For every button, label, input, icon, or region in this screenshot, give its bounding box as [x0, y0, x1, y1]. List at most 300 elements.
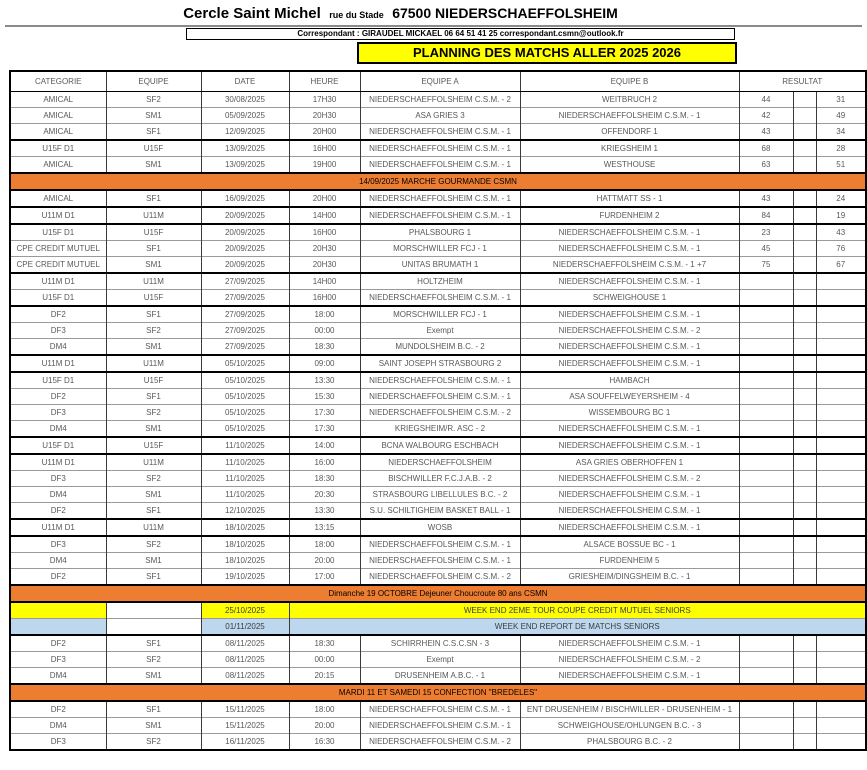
cell-resultat-separator: [793, 718, 816, 734]
cell-categorie: DF3: [10, 536, 106, 553]
cell-heure: 13:30: [289, 503, 360, 520]
cell-categorie: DM4: [10, 553, 106, 569]
cell-resultat-a: 63: [739, 157, 793, 174]
cell-equipe-b: NIEDERSCHAEFFOLSHEIM C.S.M. - 1: [520, 108, 739, 124]
match-row: [10, 487, 866, 503]
cell-equipe-a: NIEDERSCHAEFFOLSHEIM C.S.M. - 2: [360, 405, 520, 421]
cell-resultat-a: [739, 290, 793, 307]
cell-resultat-a: [739, 471, 793, 487]
match-row: [10, 241, 866, 257]
cell-heure: 20H30: [289, 257, 360, 274]
cell-resultat-a: [739, 536, 793, 553]
cell-equipe-b: NIEDERSCHAEFFOLSHEIM C.S.M. - 1: [520, 241, 739, 257]
cell-heure: 00:00: [289, 652, 360, 668]
cell-date: 08/11/2025: [201, 652, 289, 668]
cell-resultat-b: 24: [816, 190, 866, 207]
cell-resultat-b: 28: [816, 140, 866, 157]
cell-resultat-separator: [793, 454, 816, 471]
cell-equipe: U11M: [106, 273, 201, 290]
cell-resultat-b: [816, 437, 866, 454]
cell-date: 05/10/2025: [201, 389, 289, 405]
cell-date: 01/11/2025: [201, 619, 289, 636]
cell-heure: 20:30: [289, 487, 360, 503]
cell-equipe-a: MUNDOLSHEIM B.C. - 2: [360, 339, 520, 356]
cell-equipe-a: NIEDERSCHAEFFOLSHEIM C.S.M. - 2: [360, 92, 520, 108]
cell-resultat-a: [739, 323, 793, 339]
note-row-blue: [10, 619, 866, 636]
cell-equipe: SM1: [106, 718, 201, 734]
cell-equipe: SM1: [106, 421, 201, 438]
cell-date: 27/09/2025: [201, 273, 289, 290]
cell-equipe-a: UNITAS BRUMATH 1: [360, 257, 520, 274]
cell-categorie: [10, 619, 106, 636]
cell-resultat-b: 76: [816, 241, 866, 257]
cell-resultat-b: [816, 718, 866, 734]
cell-date: 11/10/2025: [201, 471, 289, 487]
cell-categorie: DF2: [10, 635, 106, 652]
match-row: [10, 503, 866, 520]
cell-categorie: DM4: [10, 339, 106, 356]
match-row: [10, 92, 866, 108]
cell-equipe: SF2: [106, 536, 201, 553]
cell-categorie: DF2: [10, 306, 106, 323]
cell-categorie: DF3: [10, 734, 106, 751]
cell-resultat-a: [739, 421, 793, 438]
cell-heure: 18:00: [289, 306, 360, 323]
match-row: [10, 257, 866, 274]
cell-equipe: U15F: [106, 224, 201, 241]
cell-equipe: SF1: [106, 241, 201, 257]
cell-resultat-separator: [793, 503, 816, 520]
cell-equipe-b: ASA GRIES OBERHOFFEN 1: [520, 454, 739, 471]
column-header-date: DATE: [201, 71, 289, 92]
cell-heure: 18:30: [289, 339, 360, 356]
match-row: [10, 124, 866, 141]
cell-resultat-a: [739, 635, 793, 652]
cell-equipe-b: SCHWEIGHOUSE/OHLUNGEN B.C. - 3: [520, 718, 739, 734]
cell-resultat-separator: [793, 306, 816, 323]
cell-categorie: AMICAL: [10, 108, 106, 124]
cell-date: 20/09/2025: [201, 207, 289, 224]
cell-resultat-b: [816, 635, 866, 652]
cell-resultat-separator: [793, 701, 816, 718]
cell-equipe: SM1: [106, 257, 201, 274]
cell-resultat-separator: [793, 668, 816, 685]
banner-label: MARDI 11 ET SAMEDI 15 CONFECTION "BREDELES": [10, 684, 866, 701]
cell-resultat-separator: [793, 190, 816, 207]
cell-equipe-b: HATTMATT SS - 1: [520, 190, 739, 207]
cell-equipe-b: WISSEMBOURG BC 1: [520, 405, 739, 421]
match-row: [10, 306, 866, 323]
club-city: 67500 NIEDERSCHAEFFOLSHEIM: [392, 5, 618, 21]
cell-resultat-a: [739, 355, 793, 372]
cell-resultat-a: 44: [739, 92, 793, 108]
match-row: [10, 355, 866, 372]
cell-resultat-b: [816, 553, 866, 569]
cell-equipe-a: BCNA WALBOURG ESCHBACH: [360, 437, 520, 454]
cell-date: 13/09/2025: [201, 140, 289, 157]
cell-equipe-b: ASA SOUFFELWEYERSHEIM - 4: [520, 389, 739, 405]
cell-equipe-a: Exempt: [360, 652, 520, 668]
cell-equipe-b: GRIESHEIM/DINGSHEIM B.C. - 1: [520, 569, 739, 586]
cell-equipe-a: NIEDERSCHAEFFOLSHEIM C.S.M. - 2: [360, 734, 520, 751]
cell-equipe-a: NIEDERSCHAEFFOLSHEIM: [360, 454, 520, 471]
cell-resultat-b: [816, 323, 866, 339]
match-row: [10, 339, 866, 356]
cell-categorie: [10, 602, 106, 619]
cell-resultat-b: [816, 339, 866, 356]
planning-table: [9, 70, 867, 751]
cell-equipe-b: WESTHOUSE: [520, 157, 739, 174]
cell-equipe: SF1: [106, 306, 201, 323]
cell-resultat-separator: [793, 108, 816, 124]
cell-heure: 16:00: [289, 454, 360, 471]
cell-resultat-b: [816, 536, 866, 553]
cell-heure: 17:30: [289, 421, 360, 438]
cell-equipe-a: NIEDERSCHAEFFOLSHEIM C.S.M. - 1: [360, 701, 520, 718]
cell-equipe-a: NIEDERSCHAEFFOLSHEIM C.S.M. - 1: [360, 536, 520, 553]
cell-resultat-b: [816, 569, 866, 586]
cell-date: 15/11/2025: [201, 701, 289, 718]
cell-equipe-b: HAMBACH: [520, 372, 739, 389]
cell-heure: 15:30: [289, 389, 360, 405]
cell-equipe-a: NIEDERSCHAEFFOLSHEIM C.S.M. - 1: [360, 190, 520, 207]
cell-equipe: U11M: [106, 207, 201, 224]
cell-resultat-b: [816, 487, 866, 503]
cell-heure: 17H30: [289, 92, 360, 108]
cell-heure: 16:30: [289, 734, 360, 751]
cell-equipe: SM1: [106, 553, 201, 569]
cell-resultat-a: 42: [739, 108, 793, 124]
cell-equipe-b: KRIEGSHEIM 1: [520, 140, 739, 157]
match-row: [10, 389, 866, 405]
cell-equipe: [106, 619, 201, 636]
cell-equipe-a: NIEDERSCHAEFFOLSHEIM C.S.M. - 1: [360, 140, 520, 157]
cell-resultat-separator: [793, 519, 816, 536]
cell-date: 11/10/2025: [201, 437, 289, 454]
cell-categorie: U15F D1: [10, 437, 106, 454]
cell-resultat-b: [816, 734, 866, 751]
cell-categorie: DF2: [10, 389, 106, 405]
cell-equipe: SF1: [106, 389, 201, 405]
cell-resultat-separator: [793, 569, 816, 586]
match-row: [10, 437, 866, 454]
cell-resultat-b: 31: [816, 92, 866, 108]
event-banner-row: [10, 585, 866, 602]
match-row: [10, 569, 866, 586]
cell-categorie: DF2: [10, 569, 106, 586]
cell-date: 19/10/2025: [201, 569, 289, 586]
cell-equipe: SF2: [106, 405, 201, 421]
cell-heure: 16H00: [289, 224, 360, 241]
banner-label: Dimanche 19 OCTOBRE Dejeuner Choucroute 80 ans CSMN: [10, 585, 866, 602]
cell-resultat-separator: [793, 207, 816, 224]
cell-equipe-a: PHALSBOURG 1: [360, 224, 520, 241]
cell-equipe-a: NIEDERSCHAEFFOLSHEIM C.S.M. - 1: [360, 157, 520, 174]
cell-heure: 20H30: [289, 108, 360, 124]
cell-resultat-separator: [793, 536, 816, 553]
cell-resultat-a: [739, 487, 793, 503]
cell-resultat-b: [816, 503, 866, 520]
cell-equipe-b: PHALSBOURG B.C. - 2: [520, 734, 739, 751]
cell-resultat-a: [739, 519, 793, 536]
note-label: WEEK END REPORT DE MATCHS SENIORS: [289, 619, 866, 636]
cell-resultat-b: 67: [816, 257, 866, 274]
cell-resultat-separator: [793, 157, 816, 174]
cell-resultat-separator: [793, 734, 816, 751]
cell-heure: 20:00: [289, 553, 360, 569]
cell-resultat-separator: [793, 241, 816, 257]
cell-equipe-b: ALSACE BOSSUE BC - 1: [520, 536, 739, 553]
cell-equipe: SF2: [106, 734, 201, 751]
cell-date: 11/10/2025: [201, 487, 289, 503]
match-row: [10, 652, 866, 668]
cell-equipe-b: NIEDERSCHAEFFOLSHEIM C.S.M. - 2: [520, 323, 739, 339]
cell-date: 27/09/2025: [201, 339, 289, 356]
cell-date: 16/11/2025: [201, 734, 289, 751]
cell-equipe: U15F: [106, 437, 201, 454]
cell-heure: 14:00: [289, 437, 360, 454]
cell-equipe-b: NIEDERSCHAEFFOLSHEIM C.S.M. - 2: [520, 652, 739, 668]
cell-resultat-a: 84: [739, 207, 793, 224]
cell-equipe-a: NIEDERSCHAEFFOLSHEIM C.S.M. - 1: [360, 389, 520, 405]
cell-equipe-b: WEITBRUCH 2: [520, 92, 739, 108]
cell-date: 12/10/2025: [201, 503, 289, 520]
match-row: [10, 718, 866, 734]
cell-date: 20/09/2025: [201, 257, 289, 274]
cell-resultat-b: [816, 701, 866, 718]
match-row: [10, 734, 866, 751]
cell-date: 05/09/2025: [201, 108, 289, 124]
cell-equipe-b: NIEDERSCHAEFFOLSHEIM C.S.M. - 1: [520, 487, 739, 503]
note-label: WEEK END 2EME TOUR COUPE CREDIT MUTUEL SENIORS: [289, 602, 866, 619]
cell-equipe: U15F: [106, 140, 201, 157]
cell-equipe: SF2: [106, 92, 201, 108]
correspondant-line: Correspondant : GIRAUDEL MICKAEL 06 64 51 41 25 correspondant.csmn@outlook.fr: [186, 28, 735, 40]
cell-heure: 20H30: [289, 241, 360, 257]
cell-heure: 20H00: [289, 124, 360, 141]
banner-label: 14/09/2025 MARCHE GOURMANDE CSMN: [10, 173, 866, 190]
cell-equipe-b: NIEDERSCHAEFFOLSHEIM C.S.M. - 1: [520, 503, 739, 520]
cell-equipe: [106, 602, 201, 619]
note-row-yellow: [10, 602, 866, 619]
cell-equipe: SM1: [106, 487, 201, 503]
cell-heure: 14H00: [289, 273, 360, 290]
cell-resultat-separator: [793, 323, 816, 339]
cell-categorie: CPE CREDIT MUTUEL: [10, 257, 106, 274]
cell-date: 25/10/2025: [201, 602, 289, 619]
cell-date: 27/09/2025: [201, 323, 289, 339]
cell-categorie: CPE CREDIT MUTUEL: [10, 241, 106, 257]
cell-equipe-b: NIEDERSCHAEFFOLSHEIM C.S.M. - 1: [520, 339, 739, 356]
cell-equipe-b: NIEDERSCHAEFFOLSHEIM C.S.M. - 1: [520, 421, 739, 438]
cell-resultat-a: [739, 339, 793, 356]
cell-categorie: U11M D1: [10, 273, 106, 290]
cell-categorie: U15F D1: [10, 290, 106, 307]
cell-date: 05/10/2025: [201, 405, 289, 421]
cell-date: 16/09/2025: [201, 190, 289, 207]
cell-heure: 13:30: [289, 372, 360, 389]
cell-categorie: U15F D1: [10, 224, 106, 241]
cell-categorie: DM4: [10, 487, 106, 503]
document-header: [0, 0, 801, 23]
column-header-resultat: RESULTAT: [739, 71, 866, 92]
cell-equipe-b: NIEDERSCHAEFFOLSHEIM C.S.M. - 1: [520, 355, 739, 372]
match-row: [10, 668, 866, 685]
cell-equipe-a: MORSCHWILLER FCJ - 1: [360, 241, 520, 257]
cell-resultat-separator: [793, 405, 816, 421]
cell-equipe: U11M: [106, 454, 201, 471]
match-row: [10, 635, 866, 652]
cell-equipe-a: ASA GRIES 3: [360, 108, 520, 124]
cell-equipe-b: FURDENHEIM 2: [520, 207, 739, 224]
cell-categorie: AMICAL: [10, 124, 106, 141]
cell-resultat-b: 43: [816, 224, 866, 241]
cell-resultat-b: [816, 668, 866, 685]
cell-categorie: AMICAL: [10, 157, 106, 174]
cell-categorie: U11M D1: [10, 519, 106, 536]
column-header-heure: HEURE: [289, 71, 360, 92]
cell-heure: 17:00: [289, 569, 360, 586]
cell-date: 13/09/2025: [201, 157, 289, 174]
event-banner-row: [10, 173, 866, 190]
match-row: [10, 701, 866, 718]
cell-categorie: DM4: [10, 421, 106, 438]
cell-equipe-b: NIEDERSCHAEFFOLSHEIM C.S.M. - 1 +7: [520, 257, 739, 274]
cell-equipe: SF1: [106, 124, 201, 141]
cell-equipe-b: SCHWEIGHOUSE 1: [520, 290, 739, 307]
match-row: [10, 519, 866, 536]
page-title: PLANNING DES MATCHS ALLER 2025 2026: [357, 42, 737, 64]
cell-resultat-separator: [793, 389, 816, 405]
cell-date: 18/10/2025: [201, 536, 289, 553]
cell-resultat-b: [816, 273, 866, 290]
match-row: [10, 224, 866, 241]
cell-resultat-b: [816, 405, 866, 421]
match-row: [10, 553, 866, 569]
cell-resultat-a: [739, 734, 793, 751]
cell-resultat-b: 51: [816, 157, 866, 174]
cell-date: 18/10/2025: [201, 519, 289, 536]
cell-date: 30/08/2025: [201, 92, 289, 108]
cell-equipe-a: KRIEGSHEIM/R. ASC - 2: [360, 421, 520, 438]
cell-categorie: AMICAL: [10, 190, 106, 207]
cell-equipe: SF1: [106, 635, 201, 652]
cell-date: 05/10/2025: [201, 421, 289, 438]
cell-resultat-a: 45: [739, 241, 793, 257]
cell-date: 20/09/2025: [201, 241, 289, 257]
cell-resultat-b: [816, 389, 866, 405]
cell-heure: 16H00: [289, 140, 360, 157]
club-street: rue du Stade: [329, 10, 384, 20]
column-header-categorie: CATEGORIE: [10, 71, 106, 92]
cell-resultat-a: 43: [739, 124, 793, 141]
cell-categorie: DF3: [10, 471, 106, 487]
cell-equipe-a: S.U. SCHILTIGHEIM BASKET BALL - 1: [360, 503, 520, 520]
cell-equipe-b: ENT DRUSENHEIM / BISCHWILLER - DRUSENHEIM - 1: [520, 701, 739, 718]
column-header-equipe: EQUIPE: [106, 71, 201, 92]
cell-heure: 16H00: [289, 290, 360, 307]
cell-date: 08/11/2025: [201, 668, 289, 685]
cell-equipe-a: NIEDERSCHAEFFOLSHEIM C.S.M. - 1: [360, 718, 520, 734]
cell-resultat-separator: [793, 92, 816, 108]
cell-resultat-a: 43: [739, 190, 793, 207]
cell-heure: 19H00: [289, 157, 360, 174]
cell-heure: 18:30: [289, 635, 360, 652]
match-row: [10, 372, 866, 389]
cell-date: 08/11/2025: [201, 635, 289, 652]
cell-date: 20/09/2025: [201, 224, 289, 241]
cell-equipe-a: MORSCHWILLER FCJ - 1: [360, 306, 520, 323]
cell-equipe: SM1: [106, 157, 201, 174]
cell-resultat-separator: [793, 140, 816, 157]
match-row: [10, 421, 866, 438]
cell-resultat-a: [739, 503, 793, 520]
cell-equipe-b: NIEDERSCHAEFFOLSHEIM C.S.M. - 1: [520, 668, 739, 685]
cell-categorie: DF2: [10, 701, 106, 718]
cell-equipe-a: NIEDERSCHAEFFOLSHEIM C.S.M. - 2: [360, 569, 520, 586]
cell-categorie: U11M D1: [10, 454, 106, 471]
cell-resultat-a: 75: [739, 257, 793, 274]
cell-resultat-separator: [793, 372, 816, 389]
cell-resultat-b: [816, 454, 866, 471]
cell-equipe: SF1: [106, 569, 201, 586]
cell-resultat-separator: [793, 224, 816, 241]
cell-equipe: SF2: [106, 652, 201, 668]
cell-equipe-a: SAINT JOSEPH STRASBOURG 2: [360, 355, 520, 372]
match-row: [10, 207, 866, 224]
match-row: [10, 405, 866, 421]
cell-categorie: DF3: [10, 323, 106, 339]
cell-equipe: SM1: [106, 339, 201, 356]
match-row: [10, 190, 866, 207]
cell-heure: 17:30: [289, 405, 360, 421]
column-header-equipe-a: EQUIPE A: [360, 71, 520, 92]
cell-resultat-a: [739, 389, 793, 405]
cell-equipe-a: Exempt: [360, 323, 520, 339]
club-name: Cercle Saint Michel: [183, 5, 321, 22]
event-banner-row: [10, 684, 866, 701]
cell-resultat-separator: [793, 124, 816, 141]
match-row: [10, 323, 866, 339]
match-row: [10, 157, 866, 174]
cell-equipe-a: NIEDERSCHAEFFOLSHEIM C.S.M. - 1: [360, 207, 520, 224]
cell-resultat-separator: [793, 257, 816, 274]
cell-equipe: U15F: [106, 372, 201, 389]
cell-categorie: U11M D1: [10, 207, 106, 224]
cell-resultat-a: [739, 454, 793, 471]
cell-resultat-b: [816, 372, 866, 389]
cell-heure: 20H00: [289, 190, 360, 207]
cell-categorie: DF3: [10, 652, 106, 668]
cell-resultat-separator: [793, 652, 816, 668]
cell-equipe: SF1: [106, 701, 201, 718]
cell-resultat-separator: [793, 421, 816, 438]
cell-equipe: U11M: [106, 519, 201, 536]
cell-equipe-b: NIEDERSCHAEFFOLSHEIM C.S.M. - 1: [520, 519, 739, 536]
cell-resultat-a: [739, 569, 793, 586]
cell-resultat-separator: [793, 553, 816, 569]
cell-heure: 18:30: [289, 471, 360, 487]
cell-equipe: SF1: [106, 503, 201, 520]
table-header-row: [10, 71, 866, 92]
cell-heure: 20:15: [289, 668, 360, 685]
cell-date: 18/10/2025: [201, 553, 289, 569]
cell-equipe: SM1: [106, 108, 201, 124]
cell-equipe-a: HOLTZHEIM: [360, 273, 520, 290]
cell-heure: 20:00: [289, 718, 360, 734]
cell-resultat-b: 34: [816, 124, 866, 141]
